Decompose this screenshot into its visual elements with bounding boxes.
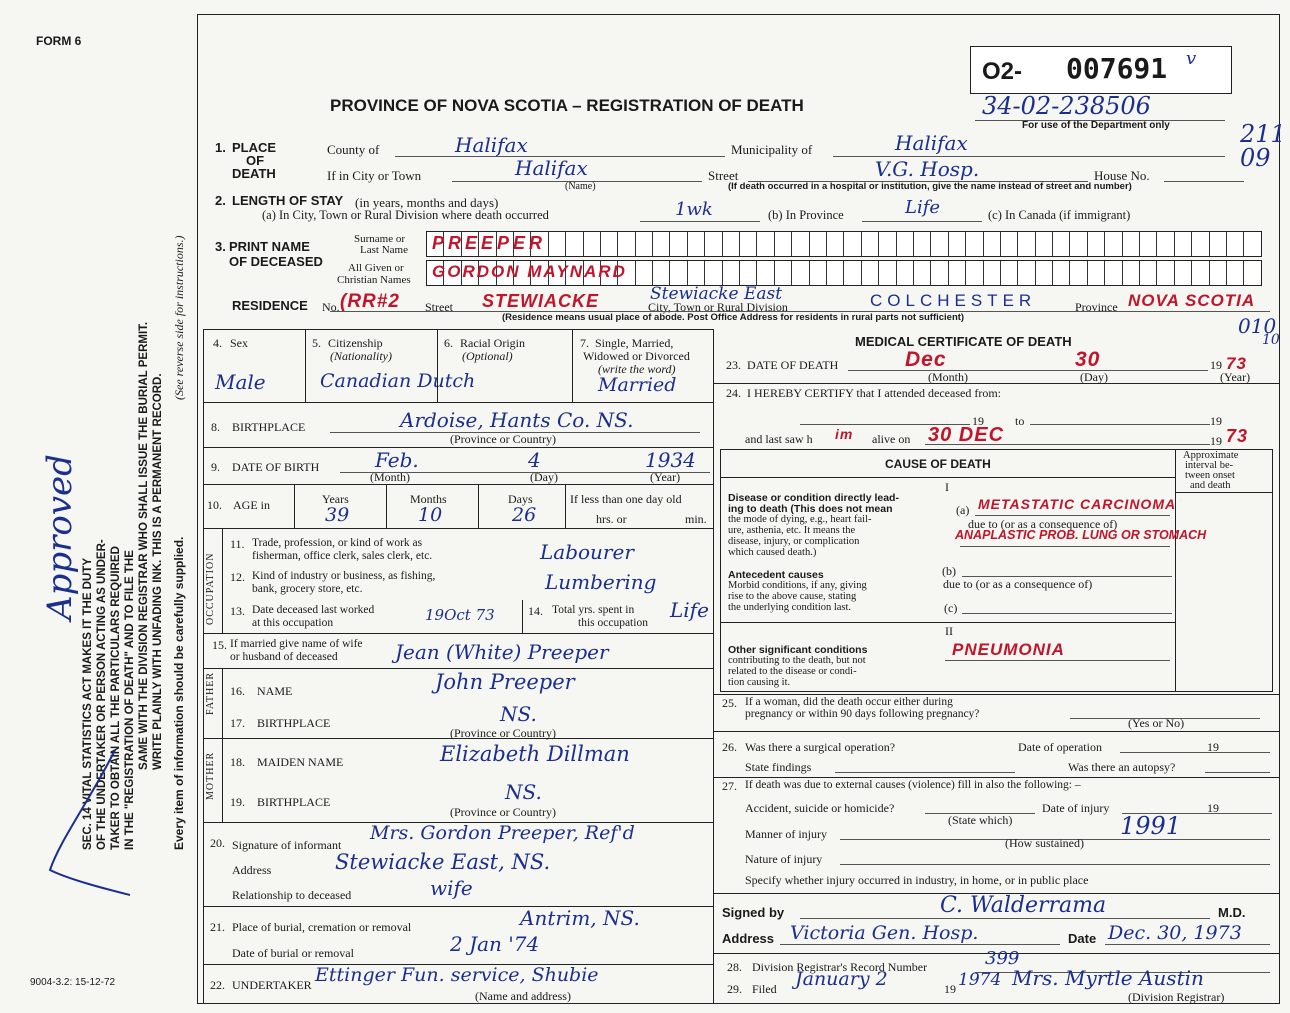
- last-worked-label-2: at this occupation: [252, 617, 334, 629]
- informant-signature-value: Mrs. Gordon Preeper, Ref'd: [370, 822, 635, 844]
- reg-number: 007691: [1066, 52, 1168, 85]
- city-name-label: (Name): [565, 181, 596, 192]
- city-label: If in City or Town: [327, 168, 422, 183]
- surname-label-2: Last Name: [360, 244, 408, 256]
- birthplace-sub: (Province or Country): [450, 432, 556, 446]
- s2-c-label: (c) In Canada (if immigrant): [988, 208, 1131, 222]
- mother-birthplace-value: NS.: [505, 780, 542, 804]
- death-day-label: (Day): [1080, 370, 1108, 384]
- operation-year-prefix: 19: [1207, 740, 1219, 754]
- due-to-value: ANAPLASTIC PROB. LUNG OR STOMACH: [955, 528, 1207, 542]
- informant-address-label: Address: [232, 863, 272, 877]
- racial-origin-label: Racial Origin: [460, 336, 525, 350]
- marital-label-2: Widowed or Divorced: [583, 349, 690, 363]
- manner-label: Manner of injury: [745, 827, 827, 841]
- other-value: PNEUMONIA: [952, 640, 1065, 659]
- s3-label-1: PRINT NAME: [229, 239, 310, 254]
- surname-label: Surname or: [354, 233, 406, 245]
- informant-signature-label: Signature of informant: [232, 838, 342, 852]
- md-label: M.D.: [1218, 905, 1246, 920]
- death-year: 73: [1226, 354, 1247, 373]
- spouse-label-2: or husband of deceased: [230, 651, 338, 663]
- s19-num: 19.: [230, 795, 245, 809]
- s2-label: LENGTH OF STAY: [232, 193, 344, 208]
- residence-code: 010: [1238, 314, 1277, 338]
- residence-city-label: City, Town or Rural Division: [648, 300, 788, 314]
- s8-num: 8.: [211, 420, 220, 434]
- record-number-label: Division Registrar's Record Number: [752, 960, 928, 974]
- reg-check: v: [1186, 48, 1197, 69]
- s24-num: 24.: [726, 386, 741, 400]
- attended-to-label: to: [1015, 414, 1025, 428]
- city-value: Halifax: [515, 156, 588, 180]
- s3-num: 3.: [215, 239, 226, 254]
- accident-label: Accident, suicide or homicide?: [745, 801, 895, 815]
- registrar-value: Mrs. Myrtle Austin: [1012, 966, 1204, 990]
- undertaker-label: UNDERTAKER: [232, 978, 312, 992]
- father-birthplace-value: NS.: [500, 702, 537, 726]
- s1-label: PLACE: [232, 140, 277, 155]
- street-value: V.G. Hosp.: [875, 157, 980, 181]
- dob-label: DATE OF BIRTH: [232, 460, 320, 474]
- statute-line-8: (See reverse side for instructions.): [172, 235, 186, 400]
- age-months-label: Months: [410, 492, 447, 506]
- father-birthplace-sub: (Province or Country): [450, 726, 556, 740]
- mother-maiden-label: MAIDEN NAME: [257, 755, 344, 769]
- interval-2: interval be-: [1185, 460, 1234, 471]
- s4-num: 4.: [213, 336, 222, 350]
- direct-2: ing to death (This does not mean: [728, 503, 893, 515]
- county-label: County of: [327, 142, 380, 157]
- other-2: contributing to the death, but not: [728, 655, 866, 666]
- trade-label-1: Trade, profession, or kind of work as: [252, 537, 423, 549]
- interval-4: and death: [1190, 480, 1231, 491]
- mother-side-label: MOTHER: [205, 751, 216, 800]
- spouse-label-1: If married give name of wife: [230, 638, 363, 650]
- nationality-label: (Nationality): [330, 349, 392, 363]
- age-years: 39: [325, 504, 350, 526]
- sex-value: Male: [215, 370, 266, 394]
- marital-label-1: Single, Married,: [595, 336, 674, 350]
- given-label: All Given or: [348, 262, 404, 274]
- filed-value: January 2: [795, 968, 888, 990]
- trade-label-2: fisherman, office clerk, sales clerk, etc.: [252, 550, 433, 562]
- relationship-value: wife: [430, 876, 473, 900]
- municipality-label: Municipality of: [731, 142, 813, 157]
- residence-place-value: Stewiacke East: [650, 284, 783, 304]
- address-label: Address: [722, 931, 775, 946]
- industry-label-1: Kind of industry or business, as fishing,: [252, 570, 436, 582]
- signature-scribble: [30, 740, 140, 900]
- residence-county-value: COLCHESTER: [870, 291, 1037, 310]
- antecedent-3: rise to the above cause, stating: [728, 591, 857, 602]
- interval-1: Approximate: [1183, 450, 1239, 461]
- other-1: Other significant conditions: [728, 644, 868, 656]
- s15-num: 15.: [212, 638, 227, 652]
- death-month-label: (Month): [928, 370, 968, 384]
- statute-line-5: SAME WITH THE DIVISION REGISTRAR WHO SHALL ISSUE THE BURIAL PERMIT.: [138, 321, 150, 770]
- s20-num: 20.: [210, 836, 225, 850]
- last-saw-label: and last saw h: [745, 432, 813, 446]
- s21-num: 21.: [210, 920, 225, 934]
- filed-year: 1974: [958, 970, 1002, 990]
- age-min-label: min.: [685, 512, 707, 526]
- direct-6: which caused death.): [728, 547, 817, 558]
- dob-month: Feb.: [375, 448, 419, 472]
- signed-label: Signed by: [722, 905, 785, 920]
- death-month: Dec: [905, 348, 947, 371]
- direct-5: disease, injury, or complication: [728, 536, 860, 547]
- residence-no-label: No.: [322, 300, 340, 314]
- s6-num: 6.: [444, 336, 453, 350]
- attended-from-prefix: 19: [972, 414, 984, 428]
- s2-a-label: (a) In City, Town or Rural Division where death occurred: [262, 208, 549, 222]
- pregnancy-label-2: pregnancy or within 90 days following pregnancy?: [745, 708, 980, 720]
- cause-c-label: (c): [944, 601, 958, 615]
- state-which-label: (State which): [948, 813, 1013, 827]
- father-name-value: John Preeper: [435, 670, 575, 694]
- alive-year: 73: [1226, 426, 1249, 446]
- father-birthplace-label: BIRTHPLACE: [257, 716, 331, 730]
- specify-label: Specify whether injury occurred in industry, in home, or in public place: [745, 873, 1089, 887]
- antecedent-4: the underlying condition last.: [728, 602, 852, 613]
- age-label: AGE in: [233, 498, 270, 512]
- s5-num: 5.: [312, 336, 321, 350]
- hospital-note: (If death occurred in a hospital or institution, give the name instead of street and number): [728, 181, 1132, 192]
- surgery-label: Was there a surgical operation?: [745, 740, 896, 754]
- s29-num: 29.: [727, 982, 742, 996]
- due-to-label: due to (or as a consequence of): [968, 517, 1118, 531]
- s3-label-2: OF DECEASED: [229, 254, 323, 269]
- death-year-prefix: 19: [1210, 358, 1222, 372]
- filed-label: Filed: [752, 982, 777, 996]
- industry-label-2: bank, grocery store, etc.: [252, 583, 363, 595]
- age-hrs-label: hrs. or: [596, 512, 627, 526]
- spouse-value: Jean (White) Preeper: [395, 640, 609, 664]
- municipality-value: Halifax: [895, 131, 968, 155]
- direct-3: the mode of dying, e.g., heart fail-: [728, 514, 872, 525]
- operation-date-label: Date of operation: [1018, 740, 1102, 754]
- s7-num: 7.: [580, 336, 589, 350]
- code-2: 09: [1240, 144, 1271, 172]
- father-side-label: FATHER: [205, 671, 216, 715]
- undertaker-sub: (Name and address): [475, 989, 571, 1003]
- dept-label: For use of the Department only: [1022, 120, 1170, 131]
- other-4: tion causing it.: [728, 677, 791, 688]
- burial-place-label: Place of burial, cremation or removal: [232, 920, 412, 934]
- interval-3: tween onset: [1185, 470, 1235, 481]
- given-name-value: GORDON MAYNARD: [432, 262, 627, 281]
- s18-num: 18.: [230, 755, 245, 769]
- age-days-label: Days: [508, 492, 533, 506]
- s13-num: 13.: [230, 604, 245, 618]
- s12-num: 12.: [230, 570, 245, 584]
- antecedent-1: Antecedent causes: [728, 569, 824, 581]
- s2-b-value: Life: [905, 197, 941, 218]
- optional-label: (Optional): [462, 349, 513, 363]
- death-day: 30: [1075, 348, 1101, 371]
- other-3: related to the disease or condi-: [728, 666, 857, 677]
- attended-to-prefix: 19: [1210, 414, 1222, 428]
- alive-on-value: 30 DEC: [928, 424, 1005, 446]
- pregnancy-label-1: If a woman, did the death occur either during: [745, 696, 953, 708]
- county-value: Halifax: [455, 133, 528, 157]
- province-value: NOVA SCOTIA: [1128, 291, 1256, 310]
- residence-label: RESIDENCE: [232, 298, 308, 313]
- medical-title: MEDICAL CERTIFICATE OF DEATH: [855, 334, 1072, 349]
- s9-num: 9.: [211, 460, 220, 474]
- total-years-label-1: Total yrs. spent in: [552, 604, 635, 616]
- injury-date-label: Date of injury: [1042, 801, 1110, 815]
- external-causes-label: If death was due to external causes (violence) fill in also the following: –: [745, 779, 1081, 791]
- total-years-value: Life: [670, 598, 709, 622]
- sex-label: Sex: [230, 336, 248, 350]
- birthplace-label: BIRTHPLACE: [232, 420, 306, 434]
- dob-day-label: (Day): [530, 470, 558, 484]
- footer-code: 9004-3.2: 15-12-72: [30, 977, 116, 988]
- direct-4: ure, asthenia, etc. It means the: [728, 525, 856, 536]
- cause-a-label: (a): [956, 503, 970, 517]
- alive-on-label: alive on: [872, 432, 911, 446]
- undertaker-value: Ettinger Fun. service, Shubie: [315, 964, 599, 986]
- statute-line-7: Every item of information should be carefully supplied.: [172, 536, 186, 850]
- reg-prefix: O2-: [982, 58, 1023, 85]
- injury-year-prefix: 19: [1207, 801, 1219, 815]
- statute-line-1: SEC. 14 VITAL STATISTICS ACT MAKES IT THE DUTY: [82, 558, 94, 850]
- birthplace-value: Ardoise, Hants Co. NS.: [400, 408, 634, 432]
- street-label: Street: [708, 168, 739, 183]
- date-value: Dec. 30, 1973: [1108, 922, 1242, 944]
- code-1: 211: [1240, 120, 1286, 148]
- yes-no-label: (Yes or No): [1128, 716, 1185, 730]
- dept-number: 34-02-238506: [982, 92, 1151, 120]
- given-label-2: Christian Names: [337, 274, 411, 286]
- autopsy-label: Was there an autopsy?: [1068, 760, 1176, 774]
- s25-num: 25.: [722, 696, 737, 710]
- signed-value: C. Walderrama: [940, 893, 1107, 918]
- due-to-2-label: due to (or as a consequence of): [943, 577, 1093, 591]
- residence-street-label: Street: [425, 300, 453, 314]
- mother-birthplace-label: BIRTHPLACE: [257, 795, 331, 809]
- surname-boxes: [426, 231, 1262, 257]
- citizenship-label: Citizenship: [328, 336, 383, 350]
- house-no-label: House No.: [1094, 168, 1150, 183]
- direct-1: Disease or condition directly lead-: [728, 492, 899, 504]
- filed-year-prefix: 19: [944, 982, 956, 996]
- registrar-label: (Division Registrar): [1128, 990, 1225, 1004]
- s22-num: 22.: [210, 978, 225, 992]
- record-number-value: 399: [985, 948, 1020, 969]
- mother-birthplace-sub: (Province or Country): [450, 805, 556, 819]
- date-of-death-label: DATE OF DEATH: [747, 358, 839, 372]
- form-number: FORM 6: [36, 34, 82, 48]
- statute-line-2: OF THE UNDERTAKER OR PERSON ACTING AS UNDER-: [96, 539, 108, 850]
- form-top-border: [197, 14, 1279, 15]
- cause-b-label: (b): [942, 564, 956, 578]
- s1-label-of: OF: [246, 153, 265, 168]
- residence-no-value: (RR#2: [340, 291, 400, 312]
- nature-label: Nature of injury: [745, 852, 823, 866]
- certify-label: I HEREBY CERTIFY that I attended deceased from:: [747, 386, 1001, 400]
- s17-num: 17.: [230, 716, 245, 730]
- mother-maiden-value: Elizabeth Dillman: [440, 742, 630, 766]
- s2-units: (in years, months and days): [355, 195, 499, 210]
- informant-address-value: Stewiacke East, NS.: [335, 850, 551, 874]
- surname-value: PREEPER: [432, 233, 547, 253]
- statute-line-3: TAKER TO OBTAIN ALL THE PARTICULARS REQUIRED: [110, 546, 122, 850]
- citizenship-value: Canadian Dutch: [320, 370, 476, 392]
- s1-label-death: DEATH: [232, 166, 276, 181]
- last-saw-value: im: [835, 426, 854, 442]
- roman-1: I: [945, 480, 949, 494]
- how-sustained-label: (How sustained): [1005, 836, 1084, 850]
- s26-num: 26.: [722, 740, 737, 754]
- residence-street-value: STEWIACKE: [482, 291, 599, 311]
- age-days: 26: [512, 504, 537, 526]
- burial-place-value: Antrim, NS.: [520, 906, 640, 930]
- cause-a-value: METASTATIC CARCINOMA: [978, 496, 1177, 512]
- date-label: Date: [1068, 931, 1097, 946]
- s28-num: 28.: [727, 960, 742, 974]
- last-worked-label-1: Date deceased last worked: [252, 604, 375, 616]
- dob-day: 4: [528, 448, 541, 472]
- residence-note: (Residence means usual place of abode. Post Office Address for residents in rural parts not sufficient): [502, 312, 965, 323]
- findings-label: State findings: [745, 760, 812, 774]
- relationship-label: Relationship to deceased: [232, 888, 352, 902]
- trade-value: Labourer: [540, 540, 634, 564]
- marital-value: Married: [598, 374, 677, 396]
- s10-num: 10.: [207, 498, 222, 512]
- cause-title: CAUSE OF DEATH: [885, 457, 991, 471]
- dob-year: 1934: [645, 448, 696, 472]
- province-label: Province: [1075, 300, 1118, 314]
- occupation-side-label: OCCUPATION: [205, 552, 216, 625]
- age-months: 10: [418, 504, 443, 526]
- death-year-label: (Year): [1220, 370, 1251, 384]
- s1-num: 1.: [215, 140, 226, 155]
- last-worked-value: 19Oct 73: [425, 606, 495, 624]
- form-title: PROVINCE OF NOVA SCOTIA – REGISTRATION OF DEATH: [330, 96, 804, 115]
- s2-num: 2.: [215, 193, 226, 208]
- s16-num: 16.: [230, 684, 245, 698]
- burial-date-value: 2 Jan '74: [450, 932, 540, 956]
- industry-value: Lumbering: [545, 570, 657, 594]
- s23-num: 23.: [726, 358, 741, 372]
- s2-b-label: (b) In Province: [768, 208, 844, 222]
- age-years-label: Years: [322, 492, 349, 506]
- s2-a-value: 1wk: [675, 199, 713, 220]
- statute-line-4: IN THE "REGISTRATION OF DEATH" AND TO FILE THE: [124, 550, 136, 850]
- age-less-label: If less than one day old: [570, 492, 682, 506]
- address-value: Victoria Gen. Hosp.: [790, 922, 979, 944]
- alive-year-prefix: 19: [1210, 434, 1222, 448]
- s14-num: 14.: [528, 604, 543, 618]
- manner-value: 1991: [1120, 812, 1182, 840]
- burial-date-label: Date of burial or removal: [232, 946, 354, 960]
- residence-code-2: 10: [1262, 332, 1280, 348]
- roman-2: II: [945, 624, 953, 638]
- s27-num: 27.: [722, 779, 737, 793]
- antecedent-2: Morbid conditions, if any, giving: [728, 580, 867, 591]
- father-name-label: NAME: [257, 684, 293, 698]
- statute-line-6: WRITE PLAINLY WITH UNFADING INK. THIS IS A PERMANENT RECORD.: [152, 373, 164, 770]
- marital-label-3: (write the word): [598, 362, 676, 376]
- dob-month-label: (Month): [370, 470, 410, 484]
- approved-signature: Approved: [40, 454, 80, 620]
- total-years-label-2: this occupation: [578, 617, 648, 629]
- dob-year-label: (Year): [650, 470, 681, 484]
- s11-num: 11.: [230, 537, 245, 551]
